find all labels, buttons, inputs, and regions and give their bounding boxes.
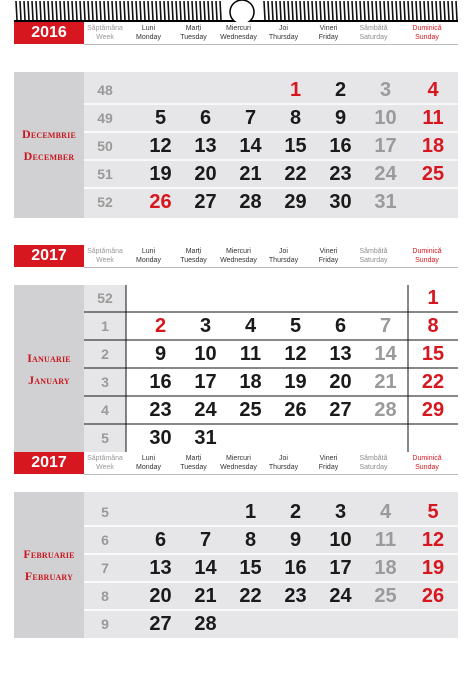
day-cell: 9 (154, 343, 167, 365)
empty-day-cell (273, 284, 318, 312)
header-mon-line: Monday (136, 464, 161, 471)
day-cell: 3 (379, 79, 392, 101)
header-thu (261, 454, 306, 474)
header-thu-line: Thursday (268, 464, 299, 471)
year-label: 2017 (14, 452, 84, 474)
day-cell: 24 (329, 585, 352, 607)
day-cell: 11 (374, 529, 397, 551)
week-row (84, 582, 458, 610)
day-cell: 4 (244, 315, 257, 337)
header-mon-line: Luni (141, 455, 156, 462)
week-row (84, 424, 458, 452)
header-thu-line: Joi (279, 25, 288, 32)
day-cell: 22 (284, 163, 307, 185)
header-sun-line: Duminică (412, 25, 442, 32)
empty-day-cell (273, 610, 318, 638)
header-wed (216, 24, 261, 44)
header-tue-line: Tuesday (180, 257, 207, 264)
day-cell: 20 (329, 371, 352, 393)
header-tue (171, 247, 216, 267)
empty-day-cell (318, 284, 363, 312)
day-cell: 11 (239, 343, 262, 365)
week-row (84, 368, 458, 396)
header-week (84, 247, 126, 267)
day-cell: 14 (374, 343, 397, 365)
header-sun-line: Duminică (412, 248, 442, 255)
day-cell: 7 (244, 107, 257, 129)
day-cell: 13 (329, 343, 352, 365)
day-cell: 14 (194, 557, 217, 579)
day-cell: 22 (421, 371, 445, 393)
header-divider (84, 474, 458, 475)
week-number: 51 (97, 166, 113, 182)
day-cell: 26 (284, 399, 307, 421)
day-cell: 6 (199, 107, 212, 129)
header-fri (306, 454, 351, 474)
header-fri-line: Friday (318, 464, 339, 471)
header-mon-line: Luni (141, 248, 156, 255)
day-cell: 9 (334, 107, 347, 129)
week-row (84, 104, 458, 132)
week-number: 1 (101, 318, 109, 334)
empty-day-cell (363, 284, 408, 312)
day-cell: 13 (149, 557, 172, 579)
week-row (84, 340, 458, 368)
day-cell: 24 (194, 399, 217, 421)
header-sat (351, 24, 396, 44)
empty-day-cell (228, 284, 273, 312)
day-cell: 25 (421, 163, 445, 185)
empty-day-cell (228, 424, 273, 452)
week-row (84, 188, 458, 216)
header-wed-line: Miercuri (226, 248, 251, 255)
header-sun-line: Duminică (412, 455, 442, 462)
day-cell: 11 (422, 107, 444, 129)
empty-day-cell (183, 498, 228, 526)
day-cell: 21 (374, 371, 397, 393)
day-cell: 5 (289, 315, 302, 337)
header-fri-line: Friday (318, 257, 339, 264)
week-number: 4 (101, 402, 109, 418)
empty-day-cell (228, 610, 273, 638)
header-thu-line: Thursday (268, 257, 299, 264)
day-grid (84, 285, 458, 452)
month-name: Ianuarie (27, 350, 71, 365)
day-cell: 23 (329, 163, 352, 185)
header-week-line: Week (96, 464, 114, 471)
day-cell: 7 (199, 529, 212, 551)
header-sat-line: Saturday (359, 464, 388, 471)
header-tue (171, 454, 216, 474)
header-week-line: Week (96, 257, 114, 264)
week-number: 2 (101, 346, 109, 362)
header-divider (84, 267, 458, 268)
header-sat-line: Saturday (359, 257, 388, 264)
day-cell: 5 (154, 107, 167, 129)
header-tue-line: Marți (185, 248, 202, 255)
week-number: 48 (97, 82, 113, 98)
week-number: 8 (101, 588, 109, 604)
header-wed (216, 247, 261, 267)
header-sat-line: Sâmbătă (359, 248, 388, 255)
empty-day-cell (408, 424, 458, 452)
spiral-binding (14, 0, 458, 22)
day-cell: 21 (239, 163, 262, 185)
week-number: 5 (101, 430, 109, 446)
header-wed (216, 454, 261, 474)
day-cell: 30 (149, 427, 172, 449)
header-thu-line: Thursday (268, 34, 299, 41)
empty-day-cell (363, 610, 408, 638)
header-sun-line: Sunday (415, 34, 439, 41)
empty-day-cell (318, 610, 363, 638)
header-thu-line: Joi (279, 248, 288, 255)
day-grid (84, 72, 458, 218)
header-week-line: Săptămâna (87, 248, 123, 255)
day-cell: 28 (194, 613, 217, 635)
header-tue-line: Marți (185, 25, 202, 32)
month-name: February (24, 569, 74, 583)
day-cell: 7 (379, 315, 392, 337)
day-cell: 30 (329, 191, 352, 213)
day-cell: 23 (284, 585, 307, 607)
day-cell: 10 (194, 343, 217, 365)
day-cell: 4 (427, 79, 439, 101)
empty-day-cell (138, 284, 183, 312)
day-cell: 2 (289, 501, 302, 523)
header-sat-line: Saturday (359, 34, 388, 41)
header-mon (126, 24, 171, 44)
day-cell: 6 (334, 315, 347, 337)
day-cell: 28 (239, 191, 262, 213)
month-panel (14, 22, 458, 218)
day-cell: 19 (149, 163, 172, 185)
day-cell: 2 (334, 79, 347, 101)
header-sun (396, 24, 458, 44)
header-fri (306, 247, 351, 267)
header-wed-line: Wednesday (220, 257, 257, 264)
header-sat (351, 247, 396, 267)
header-sun-line: Sunday (415, 464, 439, 471)
day-cell: 12 (284, 343, 307, 365)
month-name: Decembrie (21, 127, 77, 141)
day-cell: 6 (154, 529, 167, 551)
header-divider (84, 44, 458, 45)
header-fri-line: Vineri (319, 248, 338, 255)
week-number: 52 (97, 290, 113, 306)
header-sun-line: Sunday (415, 257, 439, 264)
week-row (84, 160, 458, 188)
header-tue (171, 24, 216, 44)
header-week-line: Week (96, 34, 114, 41)
week-row (84, 396, 458, 424)
header-sat-line: Sâmbătă (359, 25, 388, 32)
empty-day-cell (138, 498, 183, 526)
month-label (14, 285, 84, 452)
day-cell: 17 (329, 557, 352, 579)
header-tue-line: Tuesday (180, 464, 207, 471)
header-week (84, 454, 126, 474)
header-tue-line: Tuesday (180, 34, 207, 41)
week-number: 9 (101, 616, 109, 632)
header-fri (306, 24, 351, 44)
day-cell: 31 (194, 427, 217, 449)
empty-day-cell (228, 76, 273, 104)
day-cell: 25 (374, 585, 397, 607)
header-week-line: Săptămâna (87, 25, 123, 32)
week-row (84, 132, 458, 160)
day-cell: 29 (284, 191, 307, 213)
day-cell: 14 (239, 135, 262, 157)
empty-day-cell (408, 610, 458, 638)
header-fri-line: Vineri (319, 25, 338, 32)
day-cell: 17 (374, 135, 397, 157)
header-thu-line: Joi (279, 455, 288, 462)
header-mon (126, 454, 171, 474)
month-label (14, 72, 84, 218)
empty-day-cell (183, 284, 228, 312)
month-name: Februarie (23, 547, 75, 561)
header-thu (261, 247, 306, 267)
header-sun (396, 454, 458, 474)
header-sat (351, 454, 396, 474)
day-cell: 13 (194, 135, 217, 157)
day-cell: 28 (374, 399, 397, 421)
header-fri-line: Friday (318, 34, 339, 41)
day-cell: 16 (329, 135, 352, 157)
empty-day-cell (408, 188, 458, 216)
week-row (84, 554, 458, 582)
header-wed-line: Miercuri (226, 25, 251, 32)
weekday-header (14, 22, 458, 44)
header-wed-line: Miercuri (226, 455, 251, 462)
day-cell: 3 (199, 315, 212, 337)
week-row (84, 498, 458, 526)
header-mon (126, 247, 171, 267)
header-fri-line: Vineri (319, 455, 338, 462)
empty-day-cell (363, 424, 408, 452)
day-cell: 2 (154, 315, 167, 337)
day-cell: 23 (149, 399, 172, 421)
day-cell: 29 (421, 399, 445, 421)
empty-day-cell (318, 424, 363, 452)
day-cell: 15 (421, 343, 445, 365)
day-cell: 4 (379, 501, 392, 523)
header-thu (261, 24, 306, 44)
day-cell: 10 (329, 529, 352, 551)
day-cell: 19 (421, 557, 445, 579)
day-cell: 20 (194, 163, 217, 185)
week-number: 52 (97, 194, 113, 210)
day-cell: 31 (374, 191, 397, 213)
week-row (84, 312, 458, 340)
day-cell: 18 (374, 557, 397, 579)
day-cell: 22 (239, 585, 262, 607)
month-name: January (28, 372, 70, 387)
header-tue-line: Marți (185, 455, 202, 462)
week-row (84, 76, 458, 104)
day-cell: 16 (284, 557, 307, 579)
day-cell: 26 (421, 585, 445, 607)
day-cell: 20 (149, 585, 172, 607)
day-cell: 10 (374, 107, 397, 129)
day-cell: 27 (329, 399, 352, 421)
day-grid (84, 492, 458, 638)
header-wed-line: Wednesday (220, 34, 257, 41)
day-cell: 1 (427, 287, 439, 309)
day-cell: 27 (149, 613, 172, 635)
week-row (84, 284, 458, 312)
day-cell: 9 (289, 529, 302, 551)
month-label (14, 492, 84, 638)
day-cell: 26 (149, 191, 172, 213)
header-sat-line: Sâmbătă (359, 455, 388, 462)
week-number: 5 (101, 504, 109, 520)
day-cell: 12 (421, 529, 445, 551)
day-cell: 21 (194, 585, 217, 607)
week-number: 7 (101, 560, 109, 576)
header-wed-line: Wednesday (220, 464, 257, 471)
month-panel (14, 452, 458, 638)
day-cell: 16 (149, 371, 172, 393)
week-number: 6 (101, 532, 109, 548)
header-week-line: Săptămâna (87, 455, 123, 462)
weekday-header (14, 245, 458, 267)
day-cell: 3 (334, 501, 347, 523)
day-cell: 15 (239, 557, 262, 579)
day-cell: 8 (289, 107, 302, 129)
day-cell: 18 (239, 371, 262, 393)
day-cell: 24 (374, 163, 397, 185)
header-sun (396, 247, 458, 267)
empty-day-cell (273, 424, 318, 452)
day-cell: 15 (284, 135, 307, 157)
empty-day-cell (183, 76, 228, 104)
header-week (84, 24, 126, 44)
day-cell: 18 (421, 135, 445, 157)
day-cell: 19 (284, 371, 307, 393)
day-cell: 12 (149, 135, 172, 157)
week-row (84, 610, 458, 638)
header-mon-line: Monday (136, 257, 161, 264)
week-number: 3 (101, 374, 109, 390)
weekday-header (14, 452, 458, 474)
day-cell: 8 (427, 315, 439, 337)
month-name: December (23, 149, 75, 163)
day-cell: 5 (427, 501, 439, 523)
week-row (84, 526, 458, 554)
day-cell: 8 (244, 529, 257, 551)
week-number: 49 (97, 110, 113, 126)
day-cell: 1 (289, 79, 302, 101)
day-cell: 25 (239, 399, 262, 421)
header-mon-line: Luni (141, 25, 156, 32)
year-label: 2017 (14, 245, 84, 267)
empty-day-cell (138, 76, 183, 104)
year-label: 2016 (14, 22, 84, 44)
day-cell: 17 (194, 371, 217, 393)
day-cell: 1 (244, 501, 257, 523)
day-cell: 27 (194, 191, 217, 213)
month-panel (14, 245, 458, 452)
week-number: 50 (97, 138, 113, 154)
header-mon-line: Monday (136, 34, 161, 41)
